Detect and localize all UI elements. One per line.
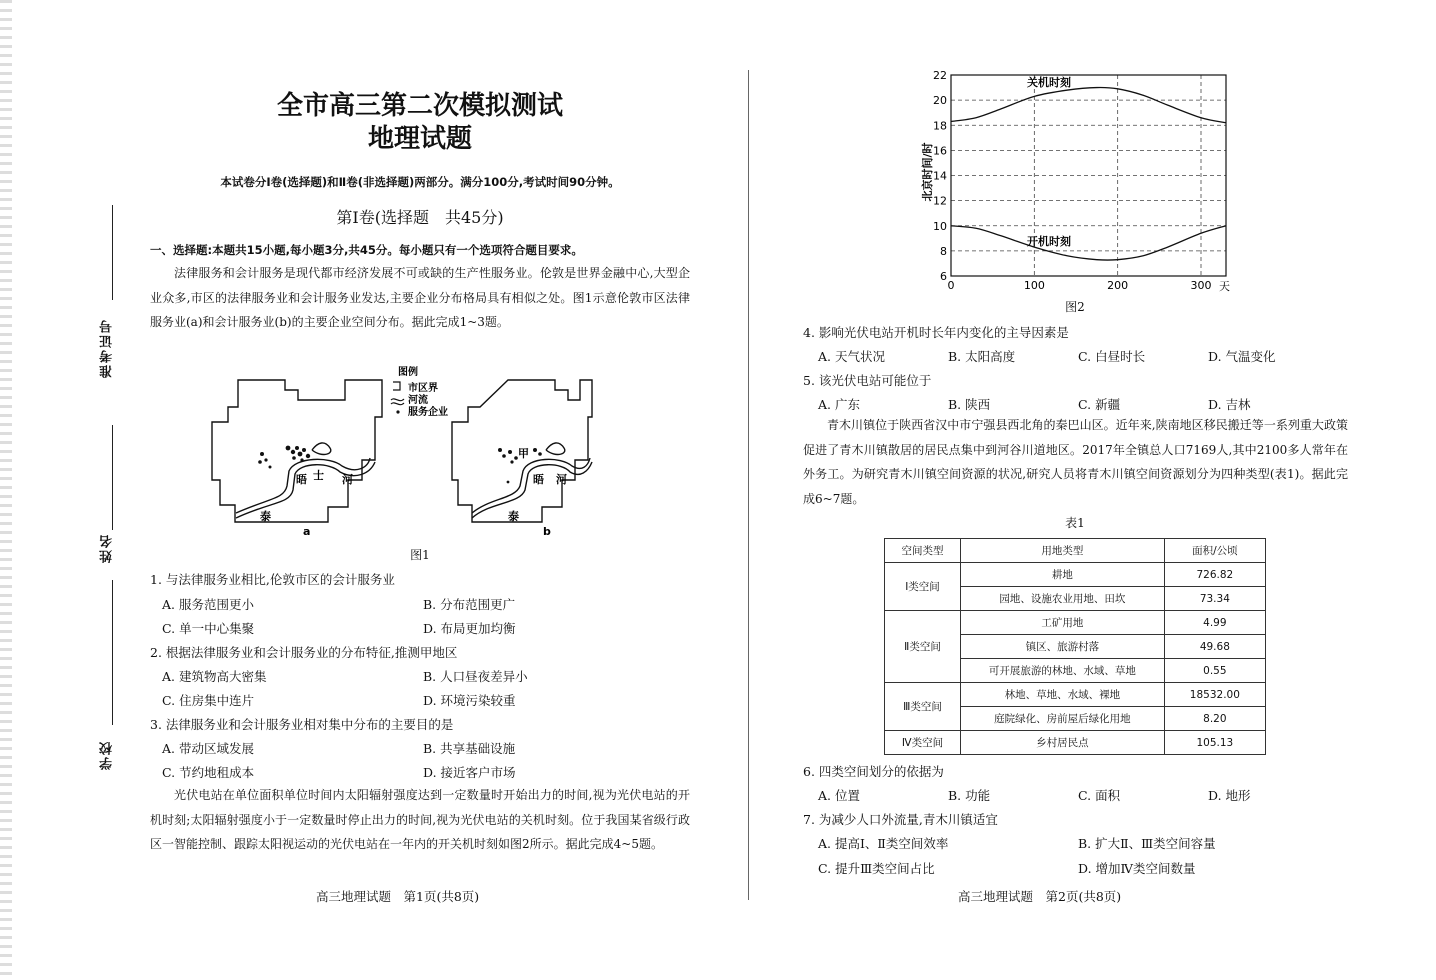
river-label: 晤 bbox=[296, 473, 307, 486]
river-label: 河 bbox=[342, 473, 353, 486]
table-row bbox=[885, 731, 1266, 755]
jia-label: 甲 bbox=[518, 447, 529, 460]
passage-2: 光伏电站在单位面积单位时间内太阳辐射强度达到一定数量时开始出力的时间,视为光伏电站的开机时刻;太阳辐射强度小于一定数量时停止出力的时间,视为光伏电站的关机时刻。位于我国某省级行政区一智能控制、跟踪太阳视运动的光伏电站在一年内的开关机时刻如图2所示。据此完成4~5题。 bbox=[150, 788, 690, 851]
map-b-river-inner bbox=[472, 458, 590, 513]
table-header: 空间类型 bbox=[885, 539, 961, 563]
q1-option-b[interactable]: B. 分布范围更广 bbox=[423, 597, 516, 612]
land-type: 园地、设施农业用地、田坎 bbox=[961, 587, 1165, 611]
q2-option-c[interactable]: C. 住房集中连片 bbox=[162, 693, 255, 708]
area-value: 73.34 bbox=[1164, 587, 1265, 611]
chart-y-tick: 18 bbox=[933, 119, 947, 133]
map-a-boundary bbox=[212, 380, 382, 522]
q4-option-a[interactable]: A. 天气状况 bbox=[818, 349, 885, 364]
land-type: 乡村居民点 bbox=[961, 731, 1165, 755]
section-title: 一、选择题:本题共15小题,每小题3分,共45分。每小题只有一个选项符合题目要求。 bbox=[150, 243, 583, 257]
land-type: 庭院绿化、房前屋后绿化用地 bbox=[961, 707, 1165, 731]
exam-id-label: 准考证号 bbox=[100, 318, 115, 378]
school-label: 学校 bbox=[100, 740, 115, 770]
map-b-river-outer bbox=[472, 462, 592, 518]
passage-1: 法律服务和会计服务是现代都市经济发展不可或缺的生产性服务业。伦敦是世界金融中心,大型企业众多,市区的法律服务业和会计服务业发达,主要企业分布格局具有相似之处。图1示意伦敦市区法律服务业(a)和会计服务业(b)的主要企业空间分布。据此完成1~3题。 bbox=[150, 266, 690, 329]
q1-option-d[interactable]: D. 布局更加均衡 bbox=[423, 621, 516, 636]
river-label: 河 bbox=[556, 473, 567, 486]
chart-y-label: 北京时间/时 bbox=[921, 142, 934, 202]
open-series-label: 开机时刻 bbox=[1027, 235, 1071, 248]
area-value: 0.55 bbox=[1164, 659, 1265, 683]
q7-option-b[interactable]: B. 扩大Ⅱ、Ⅲ类空间容量 bbox=[1078, 836, 1216, 851]
q6-option-a[interactable]: A. 位置 bbox=[818, 788, 860, 803]
area-value: 105.13 bbox=[1164, 731, 1265, 755]
figure-1-maps bbox=[190, 362, 620, 540]
footer-left: 高三地理试题 第1页(共8页) bbox=[316, 889, 480, 904]
q4-option-b[interactable]: B. 太阳高度 bbox=[948, 349, 1016, 364]
name-label: 姓名 bbox=[100, 533, 115, 563]
land-type: 工矿用地 bbox=[961, 611, 1165, 635]
passage-3: 青木川镇位于陕西省汉中市宁强县西北角的秦巴山区。近年来,陕南地区移民搬迁等一系列重大政策促进了青木川镇散居的居民点集中到河谷川道地区。2017年全镇总人口7169人,其中2100多人常年在外务工。为研究青木川镇空间资源的状况,研究人员将青木川镇空间资源划分为四种类型(表1)。据此完成6~7题。 bbox=[803, 418, 1348, 506]
area-value: 8.20 bbox=[1164, 707, 1265, 731]
chart-x-tick: 100 bbox=[1023, 279, 1045, 292]
q6-option-b[interactable]: B. 功能 bbox=[948, 788, 991, 803]
part-title: 第Ⅰ卷(选择题 共45分) bbox=[336, 208, 504, 227]
q5-option-b[interactable]: B. 陕西 bbox=[948, 397, 991, 412]
table-1-caption: 表1 bbox=[1065, 516, 1085, 530]
figure-2-chart bbox=[905, 60, 1240, 300]
q2-option-d[interactable]: D. 环境污染较重 bbox=[423, 693, 516, 708]
footer-right: 高三地理试题 第2页(共8页) bbox=[958, 889, 1122, 904]
q1-stem: 1. 与法律服务业相比,伦敦市区的会计服务业 bbox=[150, 572, 395, 587]
table-row bbox=[885, 611, 1266, 635]
q6-stem: 6. 四类空间划分的依据为 bbox=[803, 764, 944, 779]
table-row bbox=[885, 563, 1266, 587]
q4-option-c[interactable]: C. 白昼时长 bbox=[1078, 349, 1146, 364]
space-type: Ⅱ类空间 bbox=[885, 611, 961, 683]
q3-option-b[interactable]: B. 共享基础设施 bbox=[423, 741, 516, 756]
legend-firm: 服务企业 bbox=[408, 407, 448, 418]
map-a-label: a bbox=[303, 525, 311, 538]
table-header: 用地类型 bbox=[961, 539, 1165, 563]
area-value: 49.68 bbox=[1164, 635, 1265, 659]
q7-stem: 7. 为减少人口外流量,青木川镇适宜 bbox=[803, 812, 998, 827]
legend-river-symbol bbox=[391, 399, 404, 405]
q1-option-a[interactable]: A. 服务范围更小 bbox=[162, 597, 254, 612]
q4-option-d[interactable]: D. 气温变化 bbox=[1208, 349, 1276, 364]
chart-x-tick: 0 bbox=[947, 279, 955, 292]
chart-y-tick: 12 bbox=[933, 194, 947, 208]
map-b-tributary bbox=[546, 443, 565, 455]
open-time-line bbox=[951, 226, 1226, 260]
chart-y-tick: 20 bbox=[933, 94, 947, 108]
river-label: 泰 bbox=[260, 510, 271, 523]
river-label: 泰 bbox=[508, 510, 519, 523]
chart-y-tick: 10 bbox=[933, 219, 947, 233]
land-type: 耕地 bbox=[961, 563, 1165, 587]
table-header: 面积/公顷 bbox=[1164, 539, 1265, 563]
legend-boundary-symbol bbox=[393, 382, 400, 390]
figure-2-caption: 图2 bbox=[1065, 300, 1085, 314]
river-label: 晤 bbox=[533, 473, 544, 486]
q2-option-a[interactable]: A. 建筑物高大密集 bbox=[162, 669, 267, 684]
table-row bbox=[885, 683, 1266, 707]
q4-stem: 4. 影响光伏电站开机时长年内变化的主导因素是 bbox=[803, 325, 1069, 340]
q7-option-a[interactable]: A. 提高Ⅰ、Ⅱ类空间效率 bbox=[818, 836, 949, 851]
exam-intro: 本试卷分Ⅰ卷(选择题)和Ⅱ卷(非选择题)两部分。满分100分,考试时间90分钟。 bbox=[220, 175, 620, 189]
map-b-label: b bbox=[543, 525, 551, 538]
map-a-tributary bbox=[312, 443, 331, 455]
q2-option-b[interactable]: B. 人口昼夜差异小 bbox=[423, 669, 528, 684]
q3-option-d[interactable]: D. 接近客户市场 bbox=[423, 765, 516, 780]
binding-line bbox=[112, 580, 113, 725]
exam-subject: 地理试题 bbox=[367, 124, 472, 154]
q5-option-c[interactable]: C. 新疆 bbox=[1078, 397, 1121, 412]
legend-boundary: 市区界 bbox=[408, 383, 438, 394]
river-label: 士 bbox=[313, 469, 324, 482]
space-type: Ⅲ类空间 bbox=[885, 683, 961, 731]
q6-option-d[interactable]: D. 地形 bbox=[1208, 788, 1251, 803]
land-type: 林地、草地、水域、裸地 bbox=[961, 683, 1165, 707]
chart-x-tick: 300 bbox=[1190, 279, 1212, 292]
q7-option-c[interactable]: C. 提升Ⅲ类空间占比 bbox=[818, 861, 935, 876]
figure-1-caption: 图1 bbox=[410, 548, 430, 562]
land-type: 可开展旅游的林地、水域、草地 bbox=[961, 659, 1165, 683]
area-value: 18532.00 bbox=[1164, 683, 1265, 707]
chart-y-tick: 16 bbox=[933, 144, 947, 158]
legend-firm-symbol bbox=[396, 410, 399, 413]
q6-option-c[interactable]: C. 面积 bbox=[1078, 788, 1121, 803]
q5-stem: 5. 该光伏电站可能位于 bbox=[803, 373, 932, 388]
table-1 bbox=[884, 538, 1266, 755]
close-time-line bbox=[951, 87, 1226, 122]
chart-x-tick: 200 bbox=[1107, 279, 1129, 292]
scan-edge bbox=[0, 0, 12, 980]
q2-stem: 2. 根据法律服务业和会计服务业的分布特征,推测甲地区 bbox=[150, 645, 458, 660]
chart-y-tick: 14 bbox=[933, 169, 947, 183]
page-divider bbox=[748, 70, 749, 900]
area-value: 726.82 bbox=[1164, 563, 1265, 587]
q3-option-a[interactable]: A. 带动区域发展 bbox=[162, 741, 254, 756]
legend-title: 图例 bbox=[398, 367, 418, 378]
q5-option-d[interactable]: D. 吉林 bbox=[1208, 397, 1251, 412]
land-type: 镇区、旅游村落 bbox=[961, 635, 1165, 659]
area-value: 4.99 bbox=[1164, 611, 1265, 635]
exam-title: 全市高三第二次模拟测试 bbox=[276, 91, 563, 121]
table-header-row bbox=[885, 539, 1266, 563]
close-series-label: 关机时刻 bbox=[1027, 76, 1071, 89]
q5-option-a[interactable]: A. 广东 bbox=[818, 397, 860, 412]
chart-y-tick: 8 bbox=[940, 244, 947, 258]
chart-x-label: 天 bbox=[1219, 280, 1230, 293]
space-type: Ⅳ类空间 bbox=[885, 731, 961, 755]
chart-y-tick: 22 bbox=[933, 69, 947, 82]
binding-line bbox=[112, 425, 113, 530]
binding-line bbox=[112, 205, 113, 300]
q3-stem: 3. 法律服务业和会计服务业相对集中分布的主要目的是 bbox=[150, 717, 454, 732]
q3-option-c[interactable]: C. 节约地租成本 bbox=[162, 765, 255, 780]
q7-option-d[interactable]: D. 增加Ⅳ类空间数量 bbox=[1078, 861, 1196, 876]
legend-river: 河流 bbox=[408, 395, 428, 406]
space-type: Ⅰ类空间 bbox=[885, 563, 961, 611]
q1-option-c[interactable]: C. 单一中心集聚 bbox=[162, 621, 255, 636]
chart-y-tick: 6 bbox=[940, 270, 947, 283]
